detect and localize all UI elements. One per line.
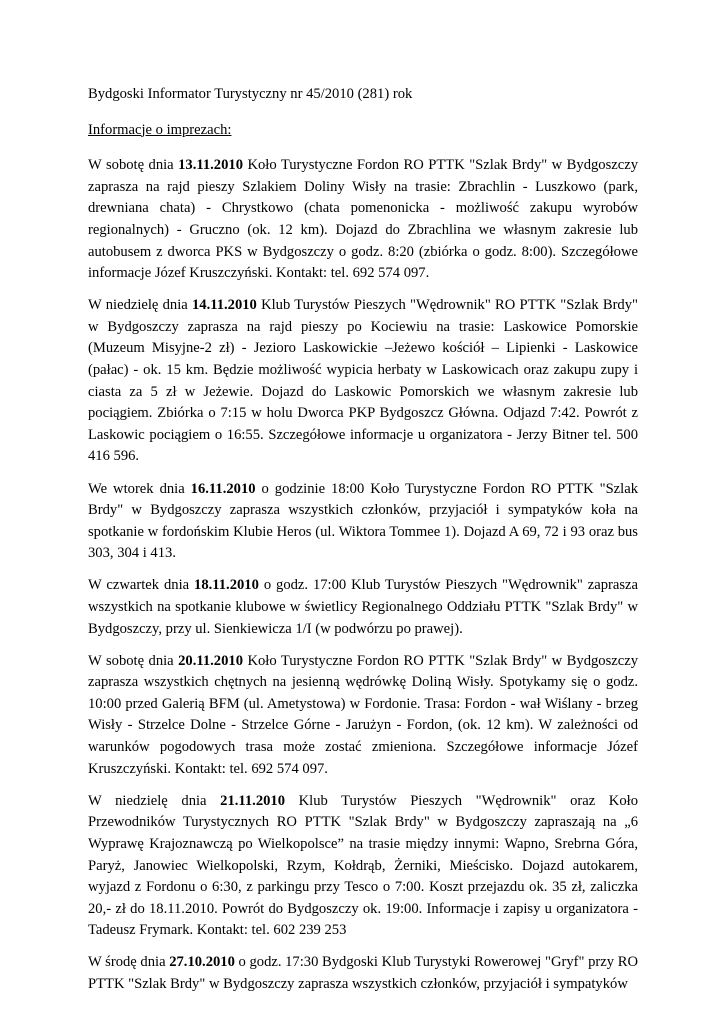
- event-paragraph: [88, 155, 638, 285]
- event-prefix: W niedzielę dnia: [88, 297, 192, 314]
- event-text: Koło Turystyczne Fordon RO PTTK "Szlak Brdy" w Bydgoszczy zaprasza na rajd pieszy Szlakiem Doliny Wisły na trasie: Zbrachlin - Luszkowo (park, drewniana chata) - Chrystkowo (chata pomenonicka - możliwość zakupu wyrobów regionalnych) - Gruczno (ok. 12 km). Dojazd do Zbrachlina we własnym zakresie lub autobusem z dworca PKS w Bydgoszczy o godz. 8:20 (zbiórka o godz. 8:00). Szczegółowe informacje Józef Kruszczyński. Kontakt: tel. 692 574 097.: [88, 157, 638, 282]
- event-prefix: W środę dnia: [88, 954, 170, 971]
- event-text: Klub Turystów Pieszych "Wędrownik" oraz Koło Przewodników Turystycznych RO PTTK "Szlak Brdy" w Bydgoszczy zapraszają na „6 Wyprawę Krajoznawczą po Wielkopolsce” na trasie między innymi: Wapno, Srebrna Góra, Paryż, Janowiec Wielkopolski, Rzym, Kołdrąb, Żerniki, Mieścisko. Dojazd autokarem, wyjazd z Fordonu o 6:30, z parkingu przy Tesco o 7:00. Koszt przejazdu ok. 35 zł, zaliczka 20,- zł do 18.11.2010. Powrót do Bydgoszczy ok. 19:00. Informacje i zapisy u organizatora - Tadeusz Frymark. Kontakt: tel. 602 239 253: [88, 792, 638, 939]
- event-text: Klub Turystów Pieszych "Wędrownik" RO PTTK "Szlak Brdy" w Bydgoszczy zaprasza na rajd pieszy po Kociewiu na trasie: Laskowice Pomorskie (Muzeum Misyjne-2 zł) - Jezioro Laskowickie –Jeżewo kościół – Lipienki - Laskowice (pałac) - ok. 15 km. Będzie możliwość wypicia herbaty w Laskowicach oraz zakupu zupy i ciasta za 5 zł w Jeżewie. Dojazd do Laskowic Pomorskich we własnym zakresie lub pociągiem. Zbiórka o 7:15 w holu Dworca PKP Bydgoszcz Główna. Odjazd 7:42. Powrót z Laskowic pociągiem o 16:55. Szczegółowe informacje u organizatora - Jerzy Bitner tel. 500 416 596.: [88, 297, 638, 465]
- event-paragraph: [88, 575, 638, 640]
- event-date: 16.11.2010: [190, 480, 256, 497]
- event-date: 20.11.2010: [178, 652, 243, 669]
- event-date: 21.11.2010: [220, 792, 286, 809]
- event-prefix: We wtorek dnia: [88, 480, 191, 497]
- event-text: Koło Turystyczne Fordon RO PTTK "Szlak Brdy" w Bydgoszczy zaprasza wszystkich chętnych na jesienną wędrówkę Doliną Wisły. Spotykamy się o godz. 10:00 przed Galerią BFM (ul. Ametystowa) w Fordonie. Trasa: Fordon - wał Wiślany - brzeg Wisły - Strzelce Dolne - Strzelce Górne - Jarużyn - Fordon, (ok. 12 km). W zależności od warunków pogodowych trasa może zostać zmieniona. Szczegółowe informacje Józef Kruszczyński. Kontakt: tel. 692 574 097.: [88, 652, 638, 777]
- event-prefix: W sobotę dnia: [88, 652, 179, 669]
- section-heading: Informacje o imprezach:: [88, 121, 232, 138]
- event-date: 27.10.2010: [169, 954, 235, 971]
- event-date: 13.11.2010: [178, 157, 243, 174]
- event-date: 14.11.2010: [191, 297, 257, 314]
- event-paragraph: [88, 791, 638, 942]
- event-date: 18.11.2010: [194, 577, 259, 594]
- event-paragraph: [88, 295, 638, 468]
- event-text: o godz. 17:00 Klub Turystów Pieszych "Wędrownik" zaprasza wszystkich na spotkanie klubowe w świetlicy Regionalnego Oddziału PTTK "Szlak Brdy" w Bydgoszczy, przy ul. Sienkiewicza 1/I (w podwórzu po prawej).: [88, 577, 638, 637]
- event-paragraph: [88, 651, 638, 781]
- event-paragraph: [88, 952, 638, 995]
- event-prefix: W niedzielę dnia: [88, 792, 221, 809]
- event-prefix: W sobotę dnia: [88, 157, 179, 174]
- document-page: [88, 84, 638, 1006]
- event-text: o godzinie 18:00 Koło Turystyczne Fordon RO PTTK "Szlak Brdy" w Bydgoszczy zaprasza wszystkich członków, przyjaciół i sympatyków koła na spotkanie w fordońskim Klubie Heros (ul. Wiktora Tommee 1). Dojazd A 69, 72 i 93 oraz bus 303, 304 i 413.: [88, 480, 638, 562]
- event-paragraph: [88, 479, 638, 565]
- event-text: o godz. 17:30 Bydgoski Klub Turystyki Rowerowej "Gryf" przy RO PTTK "Szlak Brdy" w Bydgoszczy zaprasza wszystkich członków, przyjaciół i sympatyków: [88, 954, 638, 992]
- event-prefix: W czwartek dnia: [88, 577, 195, 594]
- document-title: Bydgoski Informator Turystyczny nr 45/2010 (281) rok: [88, 86, 413, 102]
